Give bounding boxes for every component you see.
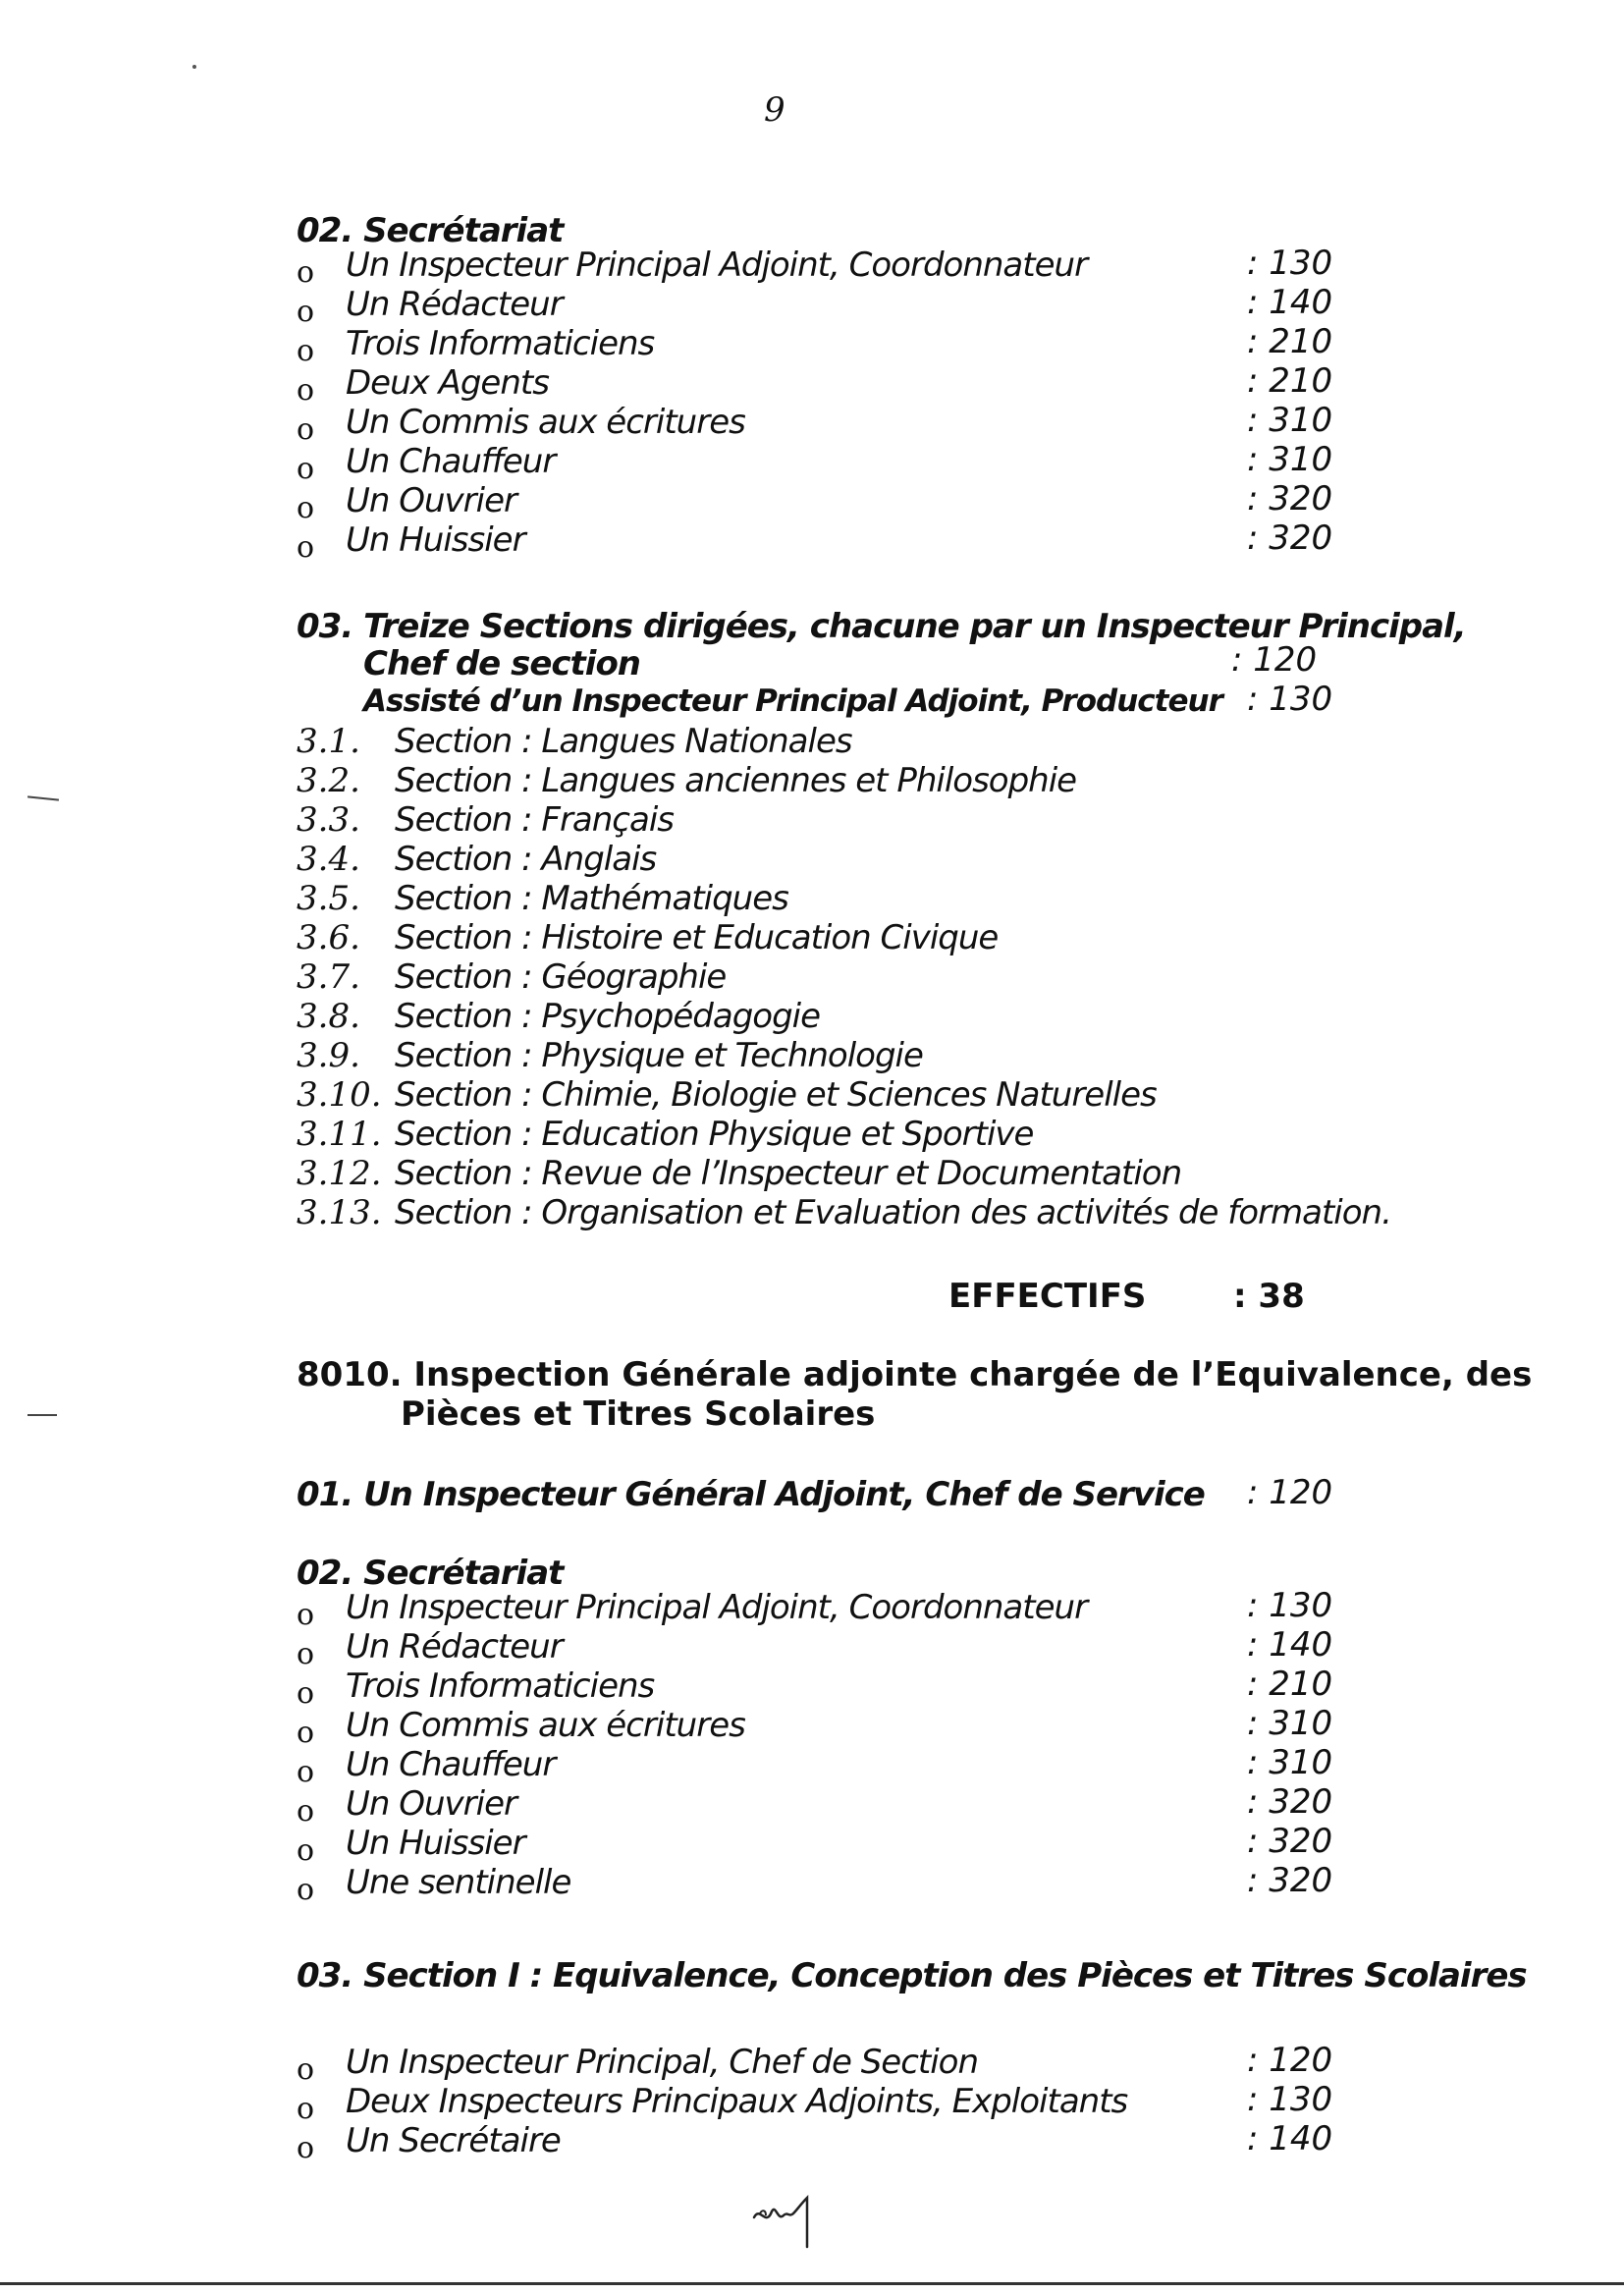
bullet-icon: o (297, 2131, 315, 2165)
item-value: : 140 (1247, 2119, 1333, 2158)
bullet-icon: o (297, 255, 315, 290)
item-number: 3.4. (297, 840, 360, 879)
item-label: Un Inspecteur Principal Adjoint, Coordonnateur (346, 246, 1088, 285)
section-heading-section-i: 03. Section I : Equivalence, Conception des Pièces et Titres Scolaires (297, 1956, 1527, 1995)
bullet-icon: o (297, 1637, 315, 1671)
item-number: 3.12. (297, 1154, 382, 1193)
item-number: 3.9. (297, 1036, 360, 1075)
item-label: Un Ouvrier (346, 481, 516, 520)
effectifs-label: EFFECTIFS (948, 1277, 1147, 1316)
section-heading-treize-sections: 03. Treize Sections dirigées, chacune par un Inspecteur Principal, (297, 607, 1466, 646)
item-label: Un Commis aux écritures (346, 403, 745, 442)
effectifs-value: : 38 (1233, 1277, 1305, 1316)
item-value: : 320 (1247, 1782, 1333, 1822)
section-heading-assiste: Assisté d’un Inspecteur Principal Adjoint, Producteur (363, 683, 1222, 719)
item-label: Trois Informaticiens (346, 1666, 655, 1706)
bullet-icon: o (297, 1716, 315, 1750)
item-number: 3.6. (297, 918, 360, 957)
chef-de-section-value: : 120 (1231, 640, 1318, 680)
item-value: : 310 (1247, 1743, 1333, 1782)
item-label: Un Ouvrier (346, 1784, 516, 1824)
item-label: Section : Langues anciennes et Philosophie (395, 761, 1077, 800)
item-value: : 210 (1247, 322, 1333, 361)
item-value: : 210 (1247, 1665, 1333, 1704)
item-label: Trois Informaticiens (346, 324, 655, 363)
section-heading-secretariat-1: 02. Secrétariat (297, 211, 564, 250)
item-label: Section : Géographie (395, 957, 727, 997)
item-label: Un Secrétaire (346, 2121, 561, 2160)
item-label: Un Inspecteur Principal Adjoint, Coordonnateur (346, 1588, 1088, 1627)
item-number: 3.11. (297, 1115, 382, 1154)
item-value: : 130 (1247, 2080, 1333, 2119)
assiste-value: : 130 (1247, 680, 1333, 719)
bullet-icon: o (297, 1598, 315, 1632)
item-number: 3.1. (297, 722, 360, 761)
handwritten-initials (746, 2188, 825, 2251)
item-value: : 140 (1247, 1625, 1333, 1665)
bullet-icon: o (297, 2052, 315, 2087)
bullet-icon: o (297, 373, 315, 408)
margin-mark (27, 1414, 57, 1416)
item-value: : 130 (1247, 244, 1333, 283)
margin-mark (27, 795, 59, 800)
scan-dot (192, 65, 196, 69)
item-label: Section : Organisation et Evaluation des activités de formation. (395, 1193, 1391, 1232)
section-heading-chef-de-section: Chef de section (363, 644, 641, 683)
item-label: Deux Agents (346, 363, 549, 403)
item-label: Section : Anglais (395, 840, 657, 879)
inspecteur-general-adjoint-value: : 120 (1247, 1473, 1333, 1512)
item-label: Une sentinelle (346, 1863, 571, 1902)
bullet-icon: o (297, 1833, 315, 1868)
item-value: : 320 (1247, 479, 1333, 519)
item-number: 3.10. (297, 1075, 382, 1115)
item-label: Section : Physique et Technologie (395, 1036, 923, 1075)
item-label: Section : Psychopédagogie (395, 997, 821, 1036)
item-label: Un Inspecteur Principal, Chef de Section (346, 2043, 979, 2082)
bullet-icon: o (297, 491, 315, 525)
item-value: : 140 (1247, 283, 1333, 322)
item-label: Section : Revue de l’Inspecteur et Documentation (395, 1154, 1182, 1193)
bullet-icon: o (297, 334, 315, 368)
item-label: Un Rédacteur (346, 285, 563, 324)
item-label: Deux Inspecteurs Principaux Adjoints, Exploitants (346, 2082, 1128, 2121)
item-label: Section : Mathématiques (395, 879, 788, 918)
bullet-icon: o (297, 1873, 315, 1907)
bullet-icon: o (297, 1755, 315, 1789)
bullet-icon: o (297, 412, 315, 447)
item-value: : 320 (1247, 1861, 1333, 1900)
item-value: : 210 (1247, 361, 1333, 401)
item-label: Un Huissier (346, 520, 525, 560)
item-label: Section : Français (395, 800, 674, 840)
item-label: Un Rédacteur (346, 1627, 563, 1666)
item-number: 3.3. (297, 800, 360, 840)
item-number: 3.5. (297, 879, 360, 918)
item-label: Un Chauffeur (346, 442, 556, 481)
item-value: : 310 (1247, 401, 1333, 440)
item-number: 3.2. (297, 761, 360, 800)
page-number: 9 (764, 90, 785, 130)
item-label: Section : Chimie, Biologie et Sciences Naturelles (395, 1075, 1157, 1115)
item-label: Un Chauffeur (346, 1745, 556, 1784)
item-value: : 120 (1247, 2041, 1333, 2080)
item-label: Section : Histoire et Education Civique (395, 918, 999, 957)
bullet-icon: o (297, 295, 315, 329)
bullet-icon: o (297, 2092, 315, 2126)
bullet-icon: o (297, 1794, 315, 1829)
item-label: Section : Langues Nationales (395, 722, 852, 761)
item-label: Un Huissier (346, 1824, 525, 1863)
item-number: 3.13. (297, 1193, 382, 1232)
item-value: : 310 (1247, 1704, 1333, 1743)
item-value: : 130 (1247, 1586, 1333, 1625)
item-value: : 310 (1247, 440, 1333, 479)
item-label: Section : Education Physique et Sportive (395, 1115, 1034, 1154)
item-value: : 320 (1247, 1822, 1333, 1861)
page-bottom-border (0, 2282, 1624, 2285)
section-heading-secretariat-2: 02. Secrétariat (297, 1554, 564, 1593)
item-label: Un Commis aux écritures (346, 1706, 745, 1745)
section-heading-8010: 8010. Inspection Générale adjointe chargée de l’Equivalence, des (297, 1355, 1533, 1394)
item-number: 3.7. (297, 957, 360, 997)
item-number: 3.8. (297, 997, 360, 1036)
bullet-icon: o (297, 452, 315, 486)
bullet-icon: o (297, 1676, 315, 1711)
bullet-icon: o (297, 530, 315, 565)
section-heading-8010-line2: Pièces et Titres Scolaires (401, 1394, 876, 1434)
item-value: : 320 (1247, 519, 1333, 558)
section-heading-inspecteur-general-adjoint: 01. Un Inspecteur Général Adjoint, Chef de Service (297, 1475, 1205, 1514)
